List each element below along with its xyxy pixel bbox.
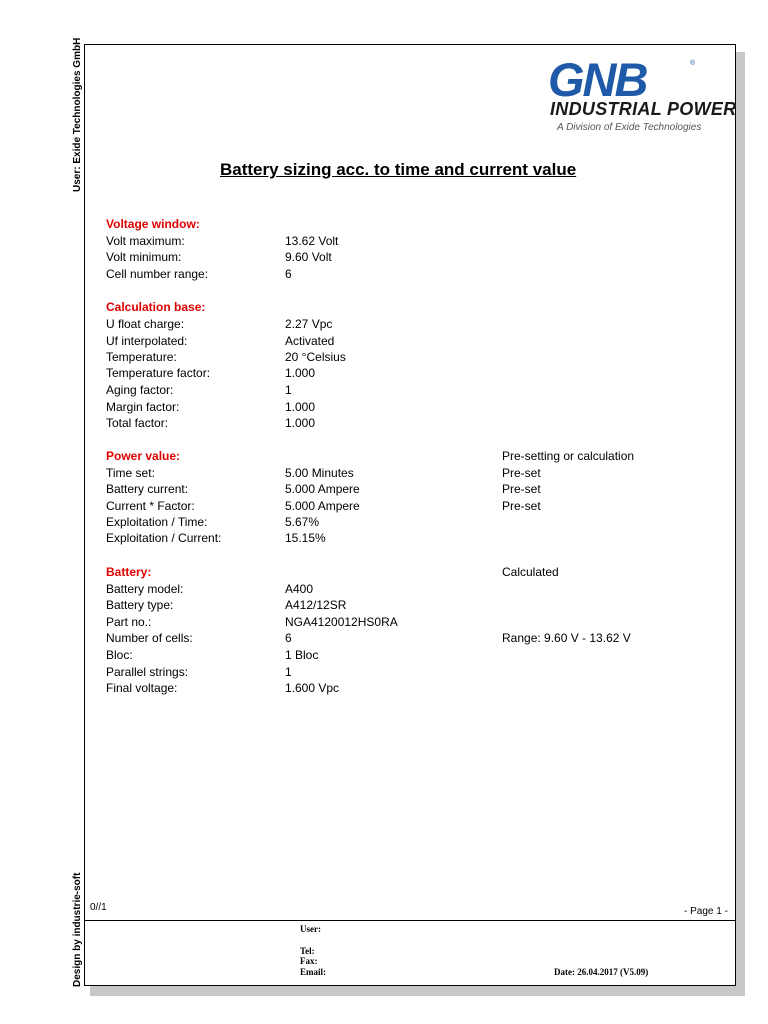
battery-label: Part no.: <box>106 615 152 629</box>
calc-value: 1.000 <box>285 366 316 380</box>
battery-row-note: Range: 9.60 V - 13.62 V <box>502 631 631 645</box>
battery-value: NGA4120012HS0RA <box>285 615 398 629</box>
power-value: 5.000 Ampere <box>285 499 360 513</box>
power-label: Current * Factor: <box>106 499 195 513</box>
calc-value: 1.000 <box>285 400 316 414</box>
power-label: Exploitation / Current: <box>106 531 222 545</box>
footer-divider <box>84 920 736 921</box>
battery-heading: Battery: <box>106 565 152 579</box>
battery-value: 1.600 Vpc <box>285 681 340 695</box>
page-number: - Page 1 - <box>684 906 728 917</box>
voltage-value: 6 <box>285 267 292 281</box>
footer-fax: Fax: <box>300 956 318 966</box>
logo-registered: ® <box>690 60 696 67</box>
power-label: Exploitation / Time: <box>106 515 208 529</box>
power-heading: Power value: <box>106 449 181 463</box>
footer-email: Email: <box>300 967 326 977</box>
calc-value: Activated <box>285 334 335 348</box>
power-row-note: Pre-set <box>502 466 541 480</box>
logo-brand: GNB <box>548 53 647 106</box>
logo-subtitle: INDUSTRIAL POWER <box>550 99 737 119</box>
calc-label: Uf interpolated: <box>106 334 188 348</box>
power-value: 5.00 Minutes <box>285 466 354 480</box>
voltage-label: Volt minimum: <box>106 250 182 264</box>
calc-label: Temperature: <box>106 350 177 364</box>
battery-label: Final voltage: <box>106 681 178 695</box>
footer-user: User: <box>300 924 321 934</box>
battery-value: 1 <box>285 665 292 679</box>
battery-note: Calculated <box>502 565 559 579</box>
power-value: 5.67% <box>285 515 320 529</box>
footer-date: Date: 26.04.2017 (V5.09) <box>554 967 649 977</box>
battery-label: Battery model: <box>106 582 184 596</box>
voltage-label: Cell number range: <box>106 267 209 281</box>
side-user-label: User: Exide Technologies GmbH <box>72 37 83 192</box>
battery-value: A412/12SR <box>285 598 347 612</box>
voltage-label: Volt maximum: <box>106 234 185 248</box>
calc-value: 20 °Celsius <box>285 350 346 364</box>
battery-value: 1 Bloc <box>285 648 319 662</box>
battery-value: 6 <box>285 631 292 645</box>
voltage-heading: Voltage window: <box>106 217 200 231</box>
calc-heading: Calculation base: <box>106 300 206 314</box>
power-row-note: Pre-set <box>502 482 541 496</box>
power-row-note: Pre-set <box>502 499 541 513</box>
page-reference: 0//1 <box>90 902 107 913</box>
power-value: 15.15% <box>285 531 326 545</box>
calc-label: Margin factor: <box>106 400 180 414</box>
side-design-label: Design by industrie-soft <box>72 872 83 987</box>
power-label: Battery current: <box>106 482 189 496</box>
calc-label: Total factor: <box>106 416 169 430</box>
power-note: Pre-setting or calculation <box>502 449 635 463</box>
voltage-value: 13.62 Volt <box>285 234 339 248</box>
gnb-logo <box>548 53 737 138</box>
footer-tel: Tel: <box>300 946 315 956</box>
page-title: Battery sizing acc. to time and current value <box>220 160 577 179</box>
voltage-value: 9.60 Volt <box>285 250 332 264</box>
calc-label: U float charge: <box>106 317 185 331</box>
battery-value: A400 <box>285 582 314 596</box>
calc-value: 2.27 Vpc <box>285 317 333 331</box>
battery-label: Bloc: <box>106 648 133 662</box>
battery-label: Battery type: <box>106 598 174 612</box>
calc-value: 1 <box>285 383 292 397</box>
power-value: 5.000 Ampere <box>285 482 360 496</box>
battery-label: Parallel strings: <box>106 665 189 679</box>
power-label: Time set: <box>106 466 155 480</box>
calc-label: Aging factor: <box>106 383 174 397</box>
calc-value: 1.000 <box>285 416 316 430</box>
calc-label: Temperature factor: <box>106 366 211 380</box>
battery-label: Number of cells: <box>106 631 193 645</box>
logo-division: A Division of Exide Technologies <box>557 122 702 133</box>
